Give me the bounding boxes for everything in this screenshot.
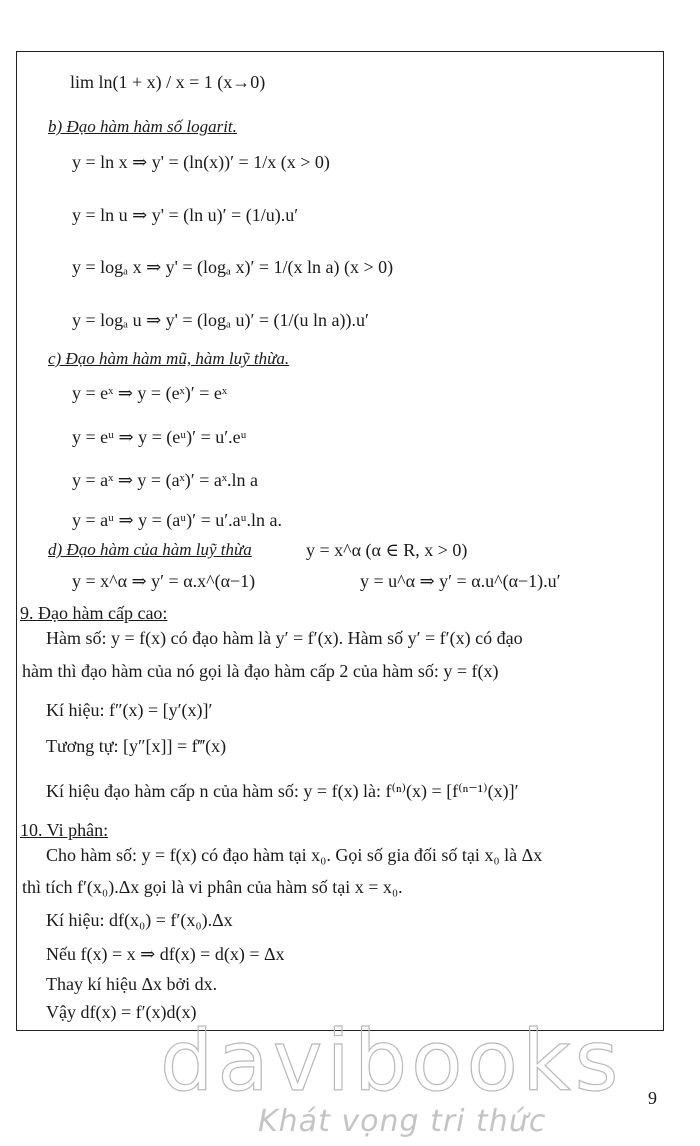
section-d-heading-formula: y = x^α (α ∈ R, x > 0) [306,540,468,560]
section-9-notation: Kí hiệu: f″(x) = [y′(x)]′ [46,700,213,720]
section-c-heading: c) Đạo hàm hàm mũ, hàm luỹ thừa. [48,349,290,368]
log-formula-4: y = logₐ u ⇒ y' = (logₐ u)′ = (1/(u ln a)).u′ [72,310,369,330]
log-formula-1: y = ln x ⇒ y' = (ln(x))′ = 1/x (x > 0) [72,152,330,172]
limit-formula: lim ln(1 + x) / x = 1 (x→0) [70,72,266,92]
section-10-if-line: Nếu f(x) = x ⇒ df(x) = d(x) = Δx [46,944,285,964]
exp-formula-4: y = aᵘ ⇒ y = (aᵘ)′ = u′.aᵘ.ln a. [72,510,283,530]
section-9-heading: 9. Đạo hàm cấp cao: [20,603,168,623]
section-10-heading: 10. Vi phân: [20,820,109,840]
exp-formula-2: y = eᵘ ⇒ y = (eᵘ)′ = u′.eᵘ [72,427,247,447]
exp-formula-1: y = eˣ ⇒ y = (eˣ)′ = eˣ [72,383,228,403]
exp-formula-3: y = aˣ ⇒ y = (aˣ)′ = aˣ.ln a [72,470,259,490]
section-9-nth-derivative: Kí hiệu đạo hàm cấp n của hàm số: y = f(x) là: f⁽ⁿ⁾(x) = [f⁽ⁿ⁻¹⁾(x)]′ [46,781,519,801]
log-formula-3: y = logₐ x ⇒ y' = (logₐ x)′ = 1/(x ln a) (x > 0) [72,257,394,277]
watermark-tagline: Khát vọng tri thức [258,1104,547,1139]
section-9-para2: hàm thì đạo hàm của nó gọi là đạo hàm cấp 2 của hàm số: y = f(x) [22,661,499,681]
section-10-replace: Thay kí hiệu Δx bởi dx. [46,974,218,994]
power-formula-left: y = x^α ⇒ y′ = α.x^(α−1) [72,571,256,591]
section-b-heading: b) Đạo hàm hàm số logarit. [48,117,237,136]
section-9-similar: Tương tự: [y″[x]] = f‴(x) [46,736,227,756]
section-10-notation: Kí hiệu: df(x₀) = f′(x₀).Δx [46,910,233,930]
watermark-logo: davibooks [160,1012,623,1110]
section-10-para2: thì tích f′(x₀).Δx gọi là vi phân của hàm số tại x = x₀. [22,877,403,897]
log-formula-2: y = ln u ⇒ y' = (ln u)′ = (1/u).u′ [72,205,299,225]
section-9-para1: Hàm số: y = f(x) có đạo hàm là y′ = f′(x). Hàm số y′ = f′(x) có đạo [46,628,523,648]
section-10-para1: Cho hàm số: y = f(x) có đạo hàm tại x₀. Gọi số gia đối số tại x₀ là Δx [46,845,543,865]
section-d-heading: d) Đạo hàm của hàm luỹ thừa [48,540,252,559]
page-number: 9 [648,1088,657,1108]
section-10-conclusion: Vậy df(x) = f′(x)d(x) [46,1002,197,1022]
power-formula-right: y = u^α ⇒ y′ = α.u^(α−1).u′ [360,571,561,591]
